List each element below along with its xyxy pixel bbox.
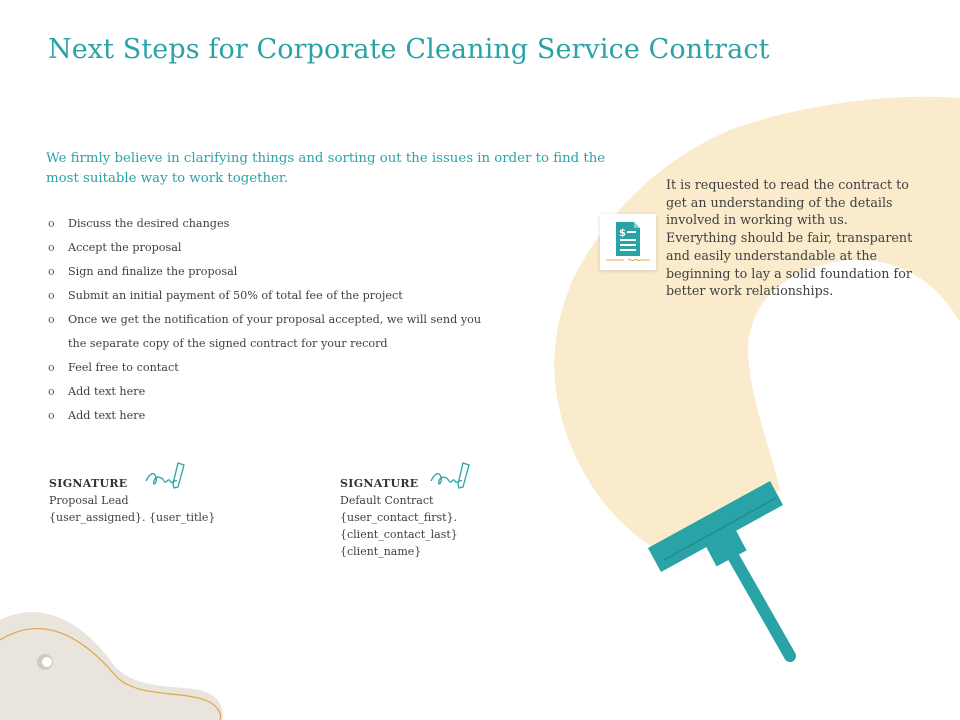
signature-pen-icon [429, 459, 473, 493]
side-panel-text: It is requested to read the contract to get an understanding of the details involved in working with us. Everything should be fair, transparent and easily understandable at the beginning to lay a solid foundation for better work relationships. [666, 177, 913, 299]
list-item [48, 212, 528, 236]
intro-text: We firmly believe in clarifying things and sorting out the issues in order to find the most suitable way to work together. [46, 151, 606, 186]
bullet-marker: o [48, 241, 55, 254]
document-badge [600, 214, 656, 270]
list-item-text: Submit an initial payment of 50% of total fee of the project [68, 289, 403, 302]
list-item [48, 356, 528, 380]
list-item-continuation [48, 332, 528, 356]
signature-role: Default Contract [340, 494, 434, 507]
next-steps-list [48, 212, 528, 428]
signature-block-proposal-lead [49, 475, 215, 526]
list-item-text: Sign and finalize the proposal [68, 265, 238, 278]
signature-heading: SIGNATURE [49, 477, 128, 490]
cream-swoosh-shape [554, 97, 960, 552]
list-item [48, 308, 528, 332]
bullet-marker: o [48, 385, 55, 398]
list-item [48, 380, 528, 404]
list-item-text: the separate copy of the signed contract for your record [68, 337, 388, 350]
list-item-text: Add text here [68, 409, 146, 422]
document-dollar-icon [600, 214, 656, 270]
bullet-marker: o [48, 265, 55, 278]
signature-pen-icon [144, 459, 188, 493]
list-item-text: Once we get the notification of your proposal accepted, we will send you [68, 313, 482, 326]
bullet-marker: o [48, 361, 55, 374]
bullet-marker: o [48, 409, 55, 422]
svg-text:$: $ [619, 228, 626, 239]
signature-block-default-contract [340, 475, 458, 560]
signature-role: Proposal Lead [49, 494, 129, 507]
list-item-text: Accept the proposal [68, 241, 182, 254]
bullet-marker: o [48, 313, 55, 326]
page-title: Next Steps for Corporate Cleaning Service Contract [48, 34, 770, 65]
signature-placeholder: {user_contact_first}. [340, 511, 458, 524]
list-item-text: Feel free to contact [68, 361, 179, 374]
bullet-marker: o [48, 217, 55, 230]
signature-heading: SIGNATURE [340, 477, 419, 490]
list-item-text: Add text here [68, 385, 146, 398]
corner-decoration [0, 612, 223, 720]
signature-placeholder: {user_assigned}. {user_title} [49, 511, 216, 524]
list-item [48, 260, 528, 284]
list-item [48, 404, 528, 428]
signature-placeholder: {client_contact_last} [340, 528, 458, 541]
signature-placeholder: {client_name} [340, 545, 422, 558]
list-item [48, 236, 528, 260]
list-item-text: Discuss the desired changes [68, 217, 230, 230]
list-item [48, 284, 528, 308]
bullet-marker: o [48, 289, 55, 302]
